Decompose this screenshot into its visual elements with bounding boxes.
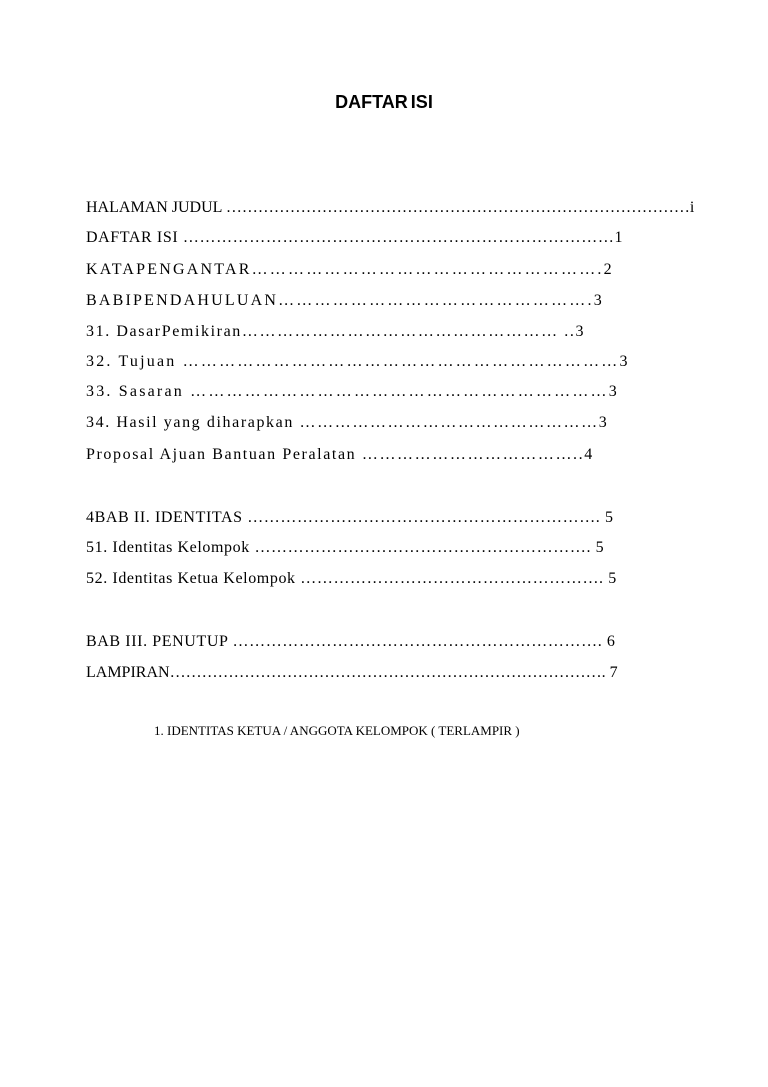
toc-entry-identitas-kelompok: 51. Identitas Kelompok ……………………………………………………. 5	[86, 539, 605, 556]
toc-entry-hasil: 34. Hasil yang diharapkan ……………………………………………3	[86, 414, 609, 431]
toc-entry-lampiran: LAMPIRAN………………………………………………………………………. 7	[86, 664, 618, 681]
toc-entry-bab-3: BAB III. PENUTUP …………………………………………………………. 6	[86, 633, 616, 650]
toc-entry-tujuan: 32. Tujuan ………………………………………………………………3	[86, 353, 630, 370]
toc-entry-kata-pengantar: KATAPENGANTAR………………………………………………….2	[86, 261, 614, 278]
toc-entry-bab-2: 4BAB II. IDENTITAS ………………………………………………………. 5	[86, 509, 614, 526]
page-title: DAFTAR ISI	[335, 92, 433, 112]
toc-entry-bab-1: BABIPENDAHULUAN…………………………………………….3	[86, 292, 604, 309]
toc-entry-proposal: Proposal Ajuan Bantuan Peralatan ………………………………..4	[86, 446, 594, 463]
toc-entry-sasaran: 33. Sasaran ……………………………………………………………3	[86, 383, 619, 400]
toc-entry-halaman-judul: HALAMAN JUDUL ……………………………………………………………………………i	[86, 199, 695, 216]
toc-entry-identitas-ketua: 52. Identitas Ketua Kelompok ………………………………………………. 5	[86, 570, 617, 587]
toc-entry-daftar-isi: DAFTAR ISI ……………………………………………………………………1	[86, 229, 624, 246]
toc-entry-dasar-pemikiran: 31. DasarPemikiran……………………………………………… ..3	[86, 323, 586, 340]
attachment-note: 1. IDENTITAS KETUA / ANGGOTA KELOMPOK ( TERLAMPIR )	[154, 723, 520, 738]
